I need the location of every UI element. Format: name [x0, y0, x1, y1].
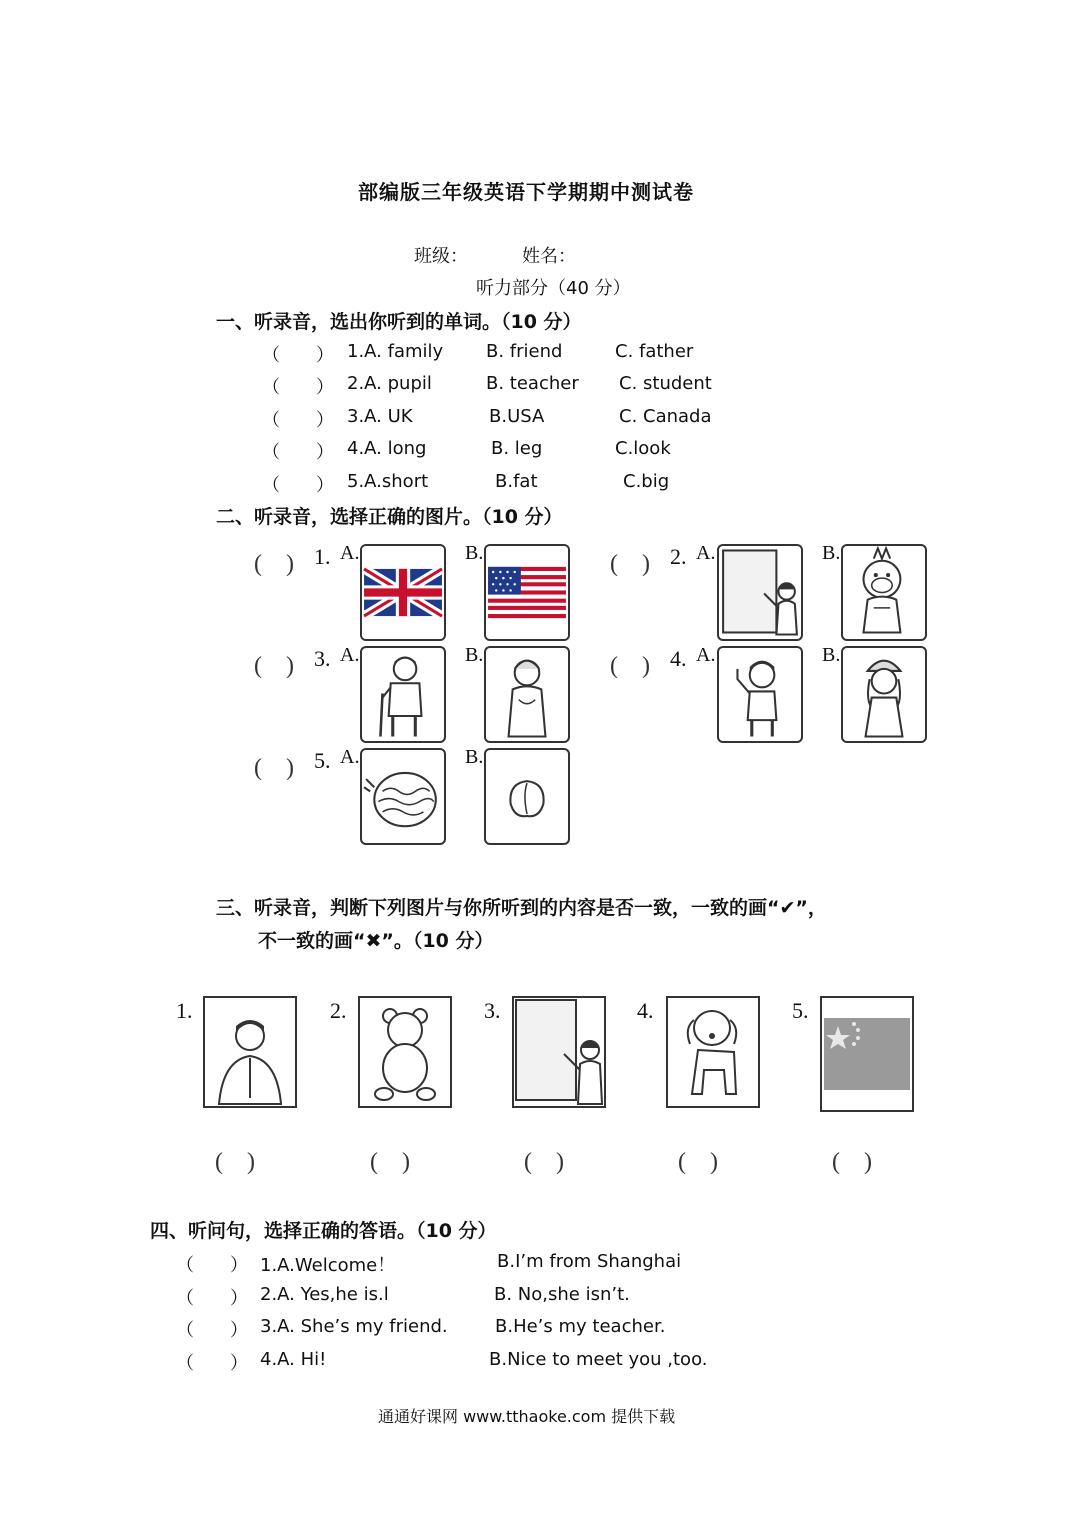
section3-heading-line2: 不一致的画“✖”。（10 分）	[258, 930, 494, 952]
answer-paren: （ ）	[262, 442, 334, 463]
answer-paren: ( )	[254, 551, 294, 577]
name-label: 姓名：	[522, 246, 576, 267]
boy-icon	[717, 646, 803, 743]
question-number: 5.	[314, 748, 331, 773]
question-option-b: B. leg	[491, 438, 543, 459]
answer-option-b: B. No,she isn’t.	[494, 1284, 630, 1305]
option-b-label: B.	[822, 644, 841, 666]
peach-icon	[484, 748, 570, 845]
option-b-label: B.	[465, 644, 484, 666]
answer-option-b: B.He’s my teacher.	[495, 1316, 666, 1337]
question-number: 2.	[670, 544, 687, 569]
question-option-c: C.look	[615, 438, 671, 459]
option-a-label: A.	[696, 542, 716, 564]
listening-title: 听力部分（40 分）	[476, 278, 631, 299]
option-b-label: B.	[465, 746, 484, 768]
question-option-a: 5.A.short	[347, 471, 429, 492]
answer-paren: ( )	[370, 1149, 410, 1175]
watermelon-icon	[360, 748, 446, 845]
answer-paren: ( )	[524, 1149, 564, 1175]
question-number: 5.	[792, 998, 809, 1023]
answer-paren: （ ）	[262, 475, 334, 496]
class-label: 班级：	[414, 246, 468, 267]
girl-icon	[841, 646, 927, 743]
answer-paren: （ ）	[262, 345, 334, 366]
section1-heading: 一、听录音，选出你听到的单词。（10 分）	[216, 311, 582, 333]
section3-heading-line1: 三、听录音，判断下列图片与你所听到的内容是否一致，一致的画“✔”，	[216, 897, 827, 919]
answer-option-a: 4.A. Hi!	[260, 1349, 327, 1370]
usa-flag-icon	[484, 544, 570, 641]
footer-text: 通通好课网 www.tthaoke.com 提供下载	[378, 1407, 676, 1426]
answer-paren: ( )	[678, 1149, 718, 1175]
grandpa-icon	[360, 646, 446, 743]
answer-paren: （ ）	[262, 377, 334, 398]
option-a-label: A.	[340, 644, 360, 666]
teacher-blackboard-icon	[512, 996, 606, 1108]
option-a-label: A.	[696, 644, 716, 666]
answer-option-a: 3.A. She’s my friend.	[260, 1316, 448, 1337]
option-b-label: B.	[822, 542, 841, 564]
china-flag-icon	[820, 996, 914, 1112]
question-option-c: C. father	[615, 341, 694, 362]
man-portrait-icon	[203, 996, 297, 1108]
question-option-b: B.fat	[495, 471, 538, 492]
answer-paren: （ ）	[176, 1353, 248, 1374]
answer-paren: ( )	[610, 653, 650, 679]
answer-paren: （ ）	[176, 1288, 248, 1309]
teddy-bear-icon	[358, 996, 452, 1108]
answer-option-a: 2.A. Yes,he is.l	[260, 1284, 389, 1305]
question-option-b: B. teacher	[486, 373, 579, 394]
answer-paren: ( )	[254, 755, 294, 781]
answer-option-b: B.Nice to meet you ,too.	[489, 1349, 708, 1370]
answer-paren: ( )	[215, 1149, 255, 1175]
question-option-a: 2.A. pupil	[347, 373, 432, 394]
question-option-a: 4.A. long	[347, 438, 427, 459]
question-option-b: B.USA	[489, 406, 545, 427]
question-number: 3.	[314, 646, 331, 671]
question-option-c: C.big	[623, 471, 670, 492]
option-a-label: A.	[340, 542, 360, 564]
monkey-icon	[841, 544, 927, 641]
teacher-blackboard-icon	[717, 544, 803, 641]
option-b-label: B.	[465, 542, 484, 564]
answer-option-b: B.I’m from Shanghai	[497, 1251, 682, 1272]
question-number: 1.	[176, 998, 193, 1023]
question-number: 4.	[670, 646, 687, 671]
question-number: 4.	[637, 998, 654, 1023]
answer-paren: （ ）	[262, 410, 334, 431]
question-option-c: C. Canada	[619, 406, 712, 427]
dog-icon	[666, 996, 760, 1108]
answer-paren: （ ）	[176, 1255, 248, 1276]
answer-paren: ( )	[832, 1149, 872, 1175]
answer-option-a: 1.A.Welcome！	[260, 1255, 396, 1276]
question-option-b: B. friend	[486, 341, 563, 362]
option-a-label: A.	[340, 746, 360, 768]
question-number: 2.	[330, 998, 347, 1023]
question-number: 1.	[314, 544, 331, 569]
question-option-a: 1.A. family	[347, 341, 444, 362]
question-number: 3.	[484, 998, 501, 1023]
grandma-icon	[484, 646, 570, 743]
question-option-a: 3.A. UK	[347, 406, 413, 427]
uk-flag-icon	[360, 544, 446, 641]
question-option-c: C. student	[619, 373, 712, 394]
answer-paren: （ ）	[176, 1320, 248, 1341]
answer-paren: ( )	[610, 551, 650, 577]
section2-heading: 二、听录音，选择正确的图片。（10 分）	[216, 506, 563, 528]
section4-heading: 四、听问句，选择正确的答语。（10 分）	[150, 1220, 497, 1242]
answer-paren: ( )	[254, 653, 294, 679]
page-title: 部编版三年级英语下学期期中测试卷	[358, 180, 694, 204]
